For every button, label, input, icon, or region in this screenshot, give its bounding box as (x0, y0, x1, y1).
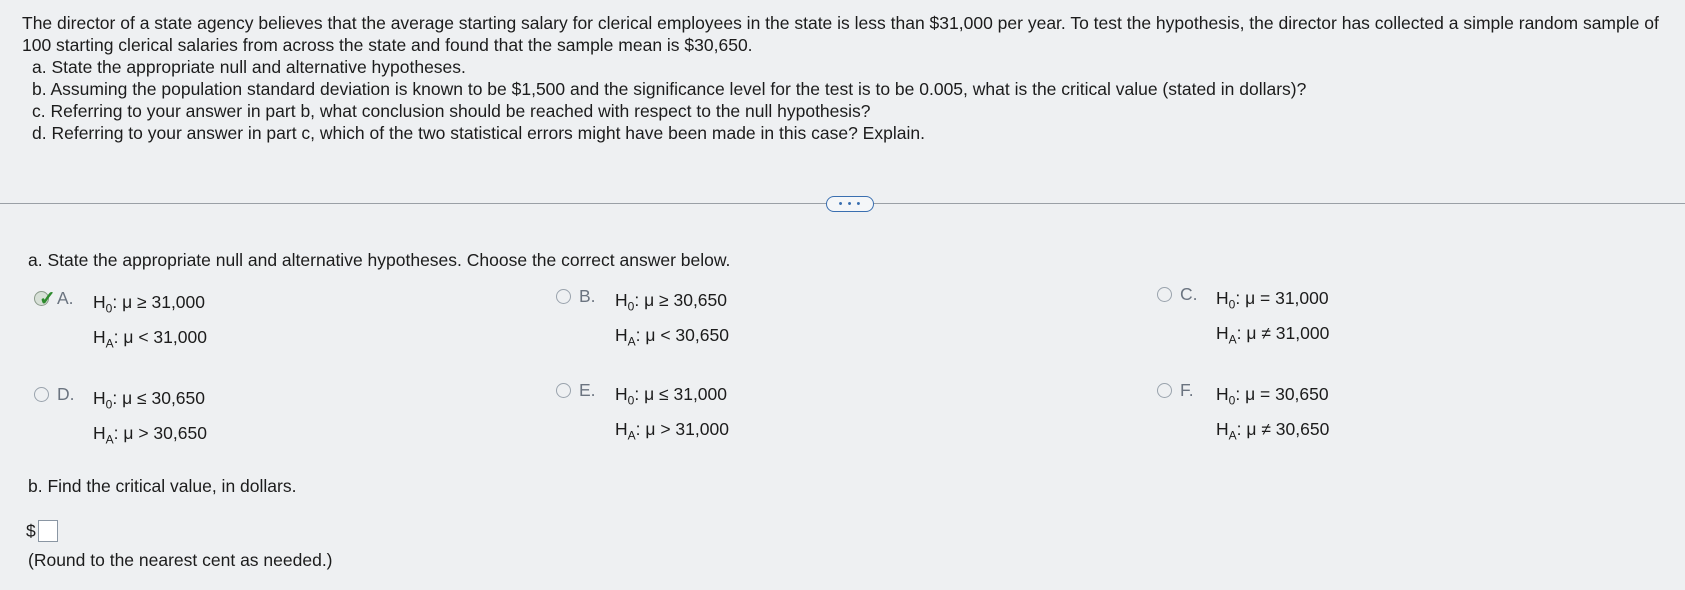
problem-parts (22, 56, 1672, 144)
choice-c[interactable] (1157, 284, 1329, 353)
choice-a[interactable] (34, 288, 207, 357)
currency-symbol: $ (26, 520, 36, 541)
radio-icon[interactable] (556, 383, 571, 398)
more-button[interactable]: • • • (826, 196, 874, 212)
choice-letter: C. (1180, 284, 1198, 304)
choice-letter: E. (579, 380, 596, 400)
problem-part-c: c. Referring to your answer in part b, what conclusion should be reached with respect to the null hypothesis? (32, 101, 871, 121)
question-b-prompt: b. Find the critical value, in dollars. (28, 476, 297, 496)
choice-d[interactable] (34, 384, 207, 453)
choice-hypotheses (93, 288, 207, 357)
problem-intro: The director of a state agency believes that the average starting salary for clerical employees in the state is less than $31,000 per year. To test the hypothesis, the director has collected a simple random sample of 100 starting clerical salaries from across the state and found that the sample mean is $30,650. (22, 13, 1659, 55)
radio-icon[interactable] (34, 387, 49, 402)
null-hypothesis: $H_0$: μ ≤ 31,000 (615, 384, 727, 408)
problem-part-b: b. Assuming the population standard deviation is known to be $1,500 and the significance level for the test is to be 0.005, what is the critical value (stated in dollars)? (32, 79, 1307, 99)
choice-letter: B. (579, 286, 596, 306)
radio-selected-icon[interactable] (34, 288, 56, 310)
choice-hypotheses (1216, 284, 1329, 353)
check-icon: ✓ (39, 288, 56, 310)
choice-hypotheses (1216, 380, 1329, 449)
problem-part-a: a. State the appropriate null and alternative hypotheses. (32, 57, 466, 77)
rounding-note: (Round to the nearest cent as needed.) (28, 550, 333, 570)
null-hypothesis: $H_0$: μ ≥ 31,000 (93, 292, 205, 316)
alt-hypothesis: $H_A$: μ < 30,650 (615, 324, 729, 348)
question-a-prompt: a. State the appropriate null and alternative hypotheses. Choose the correct answer below. (28, 250, 731, 270)
alt-hypothesis: $H_A$: μ < 31,000 (93, 326, 207, 350)
radio-icon[interactable] (1157, 383, 1172, 398)
problem-statement (22, 12, 1672, 144)
choice-letter: F. (1180, 380, 1194, 400)
problem-part-d: d. Referring to your answer in part c, which of the two statistical errors might have been made in this case? Explain. (32, 123, 925, 143)
null-hypothesis: $H_0$: μ = 31,000 (1216, 288, 1329, 312)
choice-letter: D. (57, 384, 75, 404)
choice-hypotheses (93, 384, 207, 453)
radio-icon[interactable] (1157, 287, 1172, 302)
alt-hypothesis: $H_A$: μ > 31,000 (615, 418, 729, 442)
critical-value-input[interactable] (38, 520, 58, 542)
choice-f[interactable] (1157, 380, 1329, 449)
choice-b[interactable] (556, 286, 729, 355)
null-hypothesis: $H_0$: μ ≤ 30,650 (93, 388, 205, 412)
alt-hypothesis: $H_A$: μ ≠ 30,650 (1216, 418, 1330, 442)
answer-row (26, 520, 58, 542)
choice-hypotheses (615, 286, 729, 355)
alt-hypothesis: $H_A$: μ > 30,650 (93, 422, 207, 446)
alt-hypothesis: $H_A$: μ ≠ 31,000 (1216, 322, 1330, 346)
choice-hypotheses (615, 380, 729, 449)
choice-e[interactable] (556, 380, 729, 449)
null-hypothesis: $H_0$: μ ≥ 30,650 (615, 290, 727, 314)
null-hypothesis: $H_0$: μ = 30,650 (1216, 384, 1329, 408)
radio-icon[interactable] (556, 289, 571, 304)
choice-letter: A. (57, 288, 74, 308)
